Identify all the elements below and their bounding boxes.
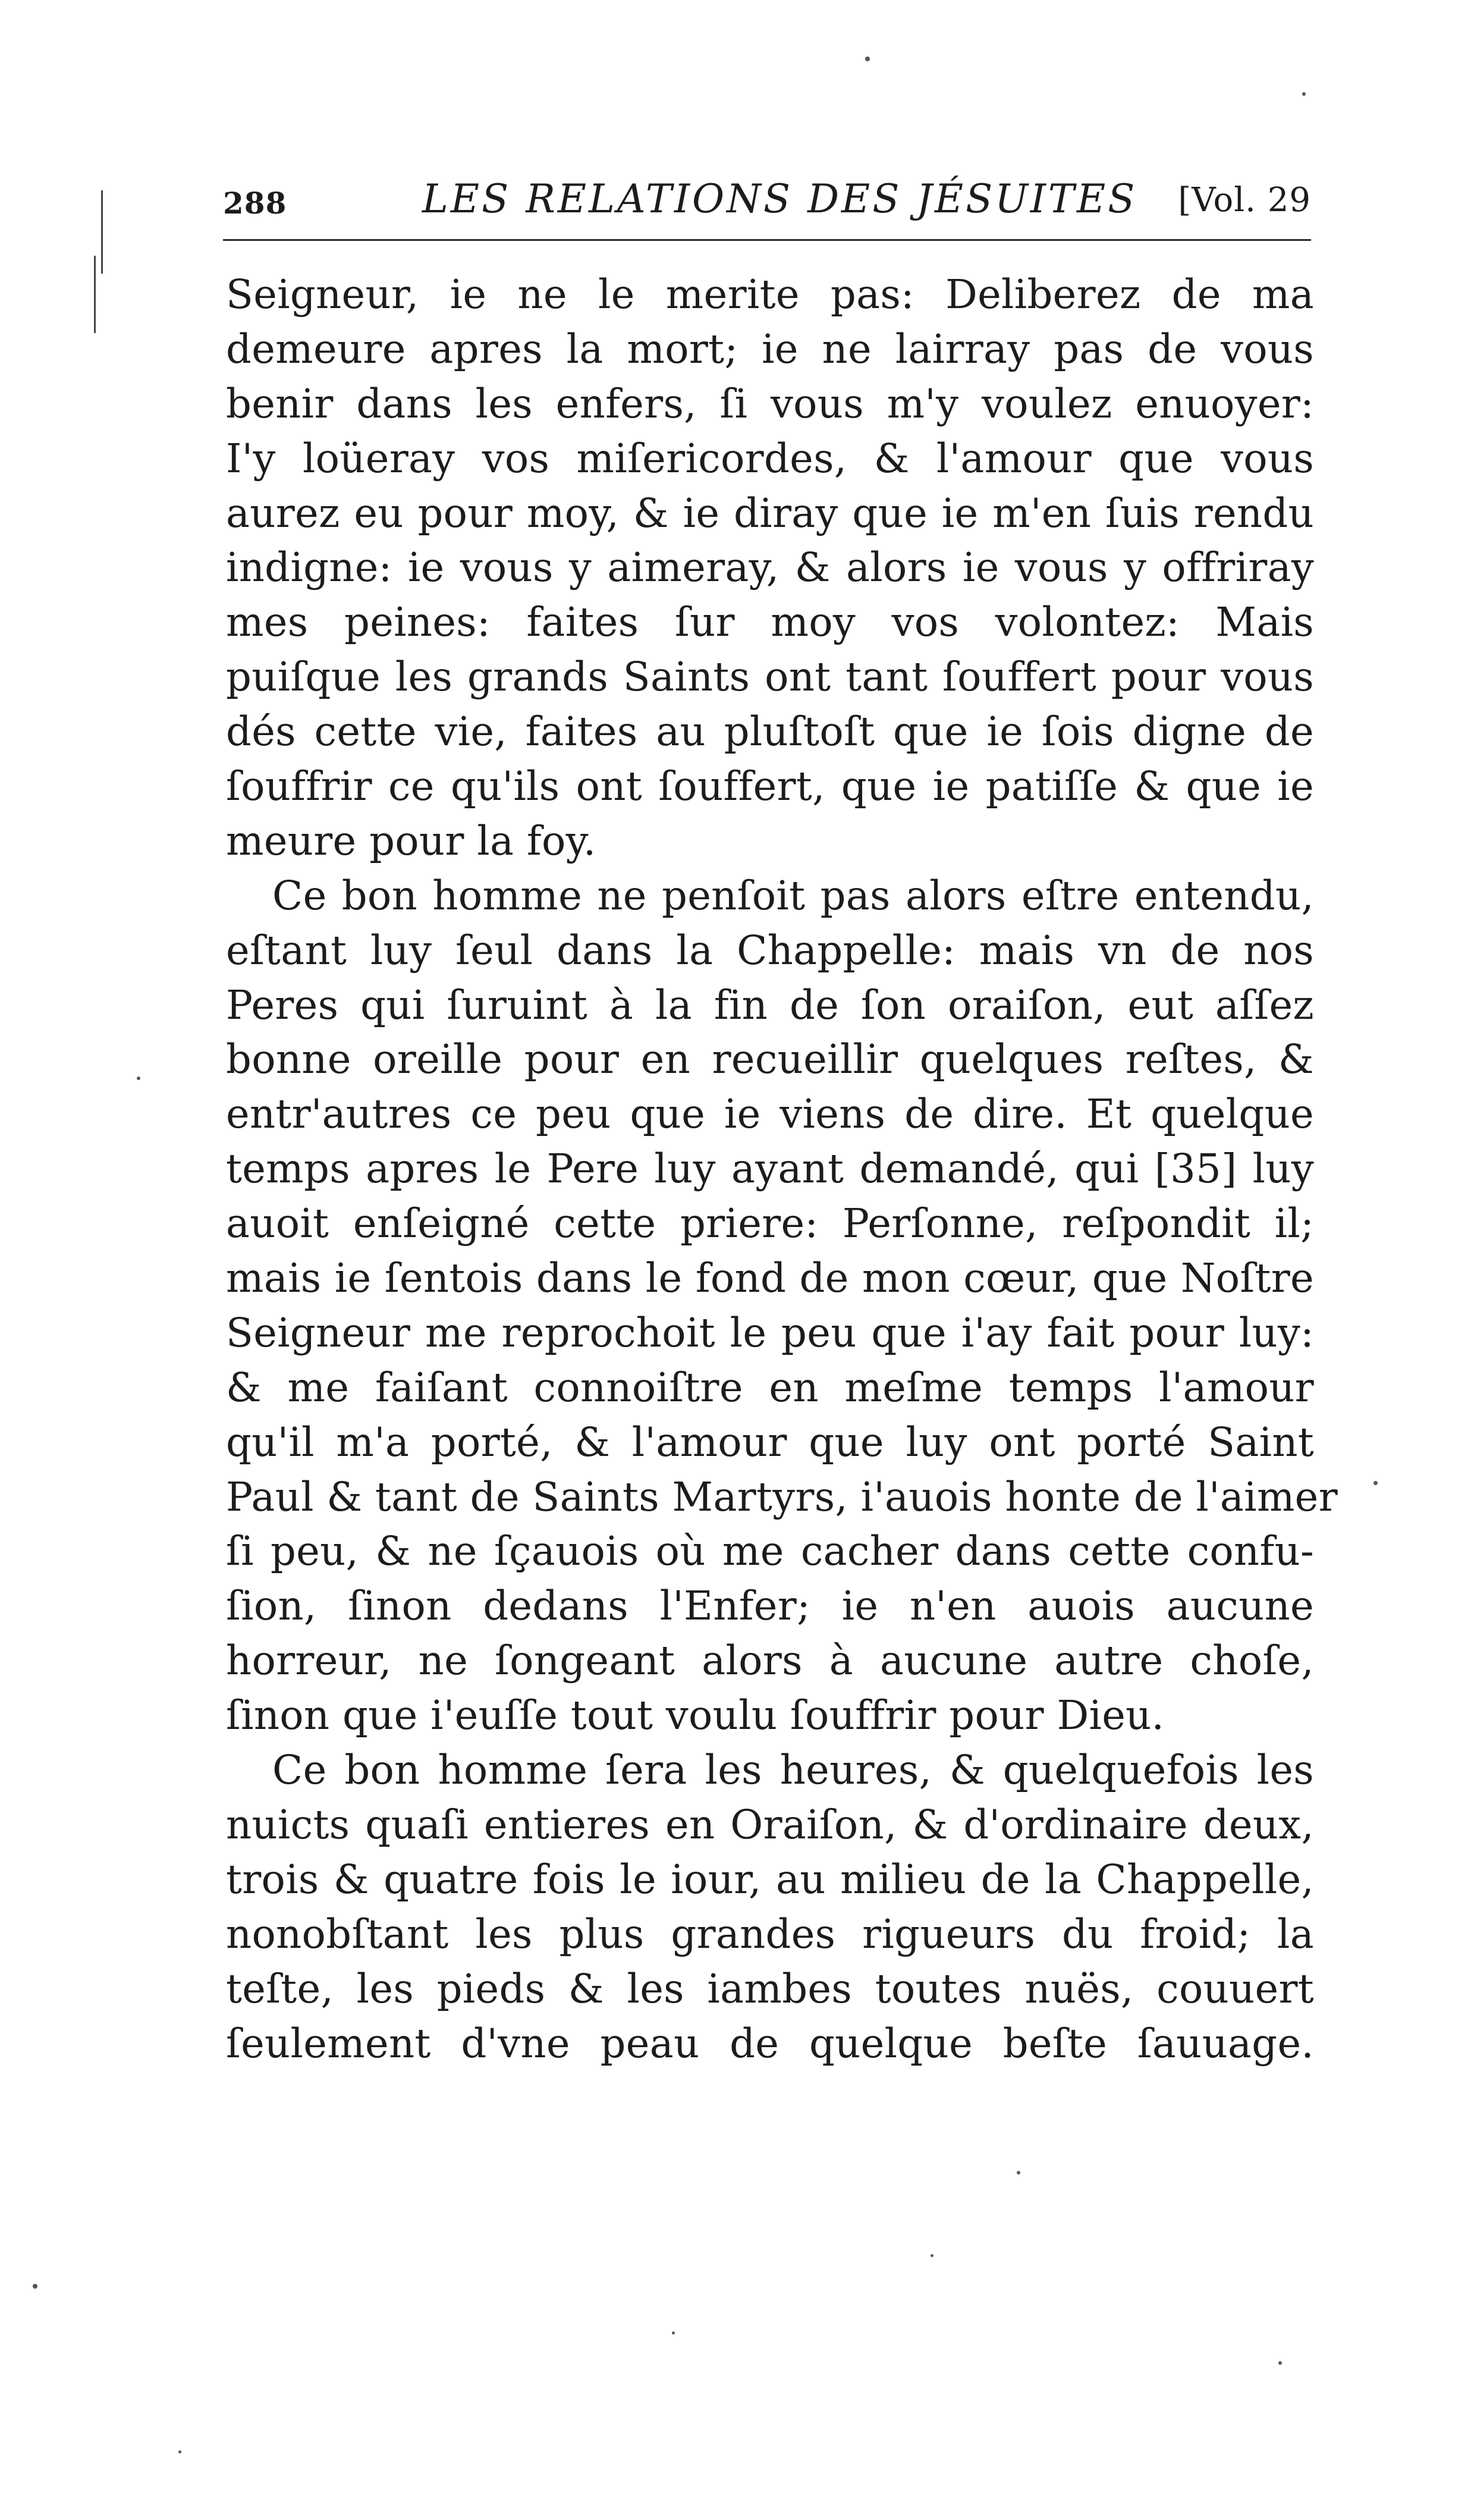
text-line: puiſque les grands Saints ont tant ſouffert pour vous (226, 654, 1314, 701)
text-line: & me faiſant connoiſtre en meſme temps l'amour (226, 1364, 1314, 1411)
margin-pencil-mark (94, 256, 96, 333)
text-line: ſinon que i'euſſe tout voulu ſouffrir pour Dieu. (226, 1692, 1165, 1739)
scan-speck (1302, 92, 1306, 96)
scan-speck (1017, 2171, 1020, 2174)
text-line: temps apres le Pere luy ayant demandé, qui [35] luy (226, 1146, 1314, 1192)
text-line: benir dans les enfers, ſi vous m'y voulez enuoyer: (226, 380, 1314, 427)
text-line: I'y loüeray vos miſericordes, & l'amour que vous (226, 435, 1314, 482)
running-title: LES RELATIONS DES JÉSUITES (422, 176, 1137, 222)
margin-pencil-mark (101, 190, 103, 274)
body-text (226, 268, 1338, 2071)
text-line: nuicts quaſi entieres en Oraiſon, & d'ordinaire deux, (226, 1801, 1314, 1848)
scan-speck (1278, 2361, 1282, 2365)
text-line: Paul & tant de Saints Martyrs, i'auois honte de l'aimer (226, 1473, 1338, 1520)
text-line: ſeulement d'vne peau de quelque beſte ſauuage. (226, 2020, 1314, 2067)
text-line: ſi peu, & ne ſçauois où me cacher dans cette confu- (226, 1528, 1314, 1575)
text-line: eſtant luy ſeul dans la Chappelle: mais vn de nos (226, 927, 1314, 974)
text-line: nonobſtant les plus grandes rigueurs du froid; la (226, 1910, 1314, 1957)
text-line: Seigneur me reprochoit le peu que i'ay fait pour luy: (226, 1309, 1314, 1356)
text-line: auoit enſeigné cette priere: Perſonne, reſpondit il; (226, 1200, 1314, 1247)
text-line: bonne oreille pour en recueillir quelques reſtes, & (226, 1036, 1314, 1083)
scan-speck (1373, 1481, 1378, 1485)
text-line: ſouffrir ce qu'ils ont ſouffert, que ie patiſſe & que ie (226, 763, 1314, 810)
text-line: meure pour la foy. (226, 817, 596, 864)
text-line: indigne: ie vous y aimeray, & alors ie vous y offriray (226, 544, 1314, 591)
text-line: qu'il m'a porté, & l'amour que luy ont porté Saint (226, 1419, 1314, 1465)
running-header (223, 172, 1311, 227)
page-number: 288 (223, 186, 287, 221)
text-line: Peres qui ſuruint à la fin de ſon oraiſon, eut aſſez (226, 981, 1314, 1028)
text-line: Ce bon homme ne penſoit pas alors eſtre entendu, (272, 872, 1314, 919)
text-line: dés cette vie, faites au pluſtoſt que ie ſois digne de (226, 708, 1314, 755)
scan-speck (672, 2331, 675, 2334)
text-line: demeure apres la mort; ie ne lairray pas de vous (226, 325, 1314, 372)
volume-label: [Vol. 29 (1178, 181, 1311, 219)
paragraph-1 (226, 268, 1314, 869)
text-line: entr'autres ce peu que ie viens de dire. Et quelque (226, 1091, 1314, 1138)
paragraph-3 (226, 1743, 1314, 2071)
scan-speck (33, 2284, 37, 2289)
scan-speck (865, 57, 870, 61)
text-line: horreur, ne ſongeant alors à aucune autre choſe, (226, 1637, 1314, 1684)
text-line: trois & quatre fois le iour, au milieu de la Chappelle, (226, 1856, 1314, 1903)
text-line: Ce bon homme ſera les heures, & quelquefois les (272, 1747, 1314, 1794)
scan-speck (931, 2254, 933, 2257)
text-line: Seigneur, ie ne le merite pas: Deliberez de ma (226, 271, 1314, 318)
text-line: aurez eu pour moy, & ie diray que ie m'en ſuis rendu (226, 489, 1314, 536)
text-line: ſion, ſinon dedans l'Enfer; ie n'en auois aucune (226, 1583, 1314, 1630)
header-rule (223, 239, 1311, 241)
scan-speck (178, 2450, 181, 2453)
paragraph-2 (226, 869, 1338, 1743)
text-line: mais ie ſentois dans le fond de mon cœur, que Noſtre (226, 1255, 1314, 1302)
text-line: mes peines: faites ſur moy vos volontez: Mais (226, 599, 1314, 646)
scan-speck (137, 1077, 140, 1080)
text-line: teſte, les pieds & les iambes toutes nuës, couuert (226, 1965, 1314, 2012)
